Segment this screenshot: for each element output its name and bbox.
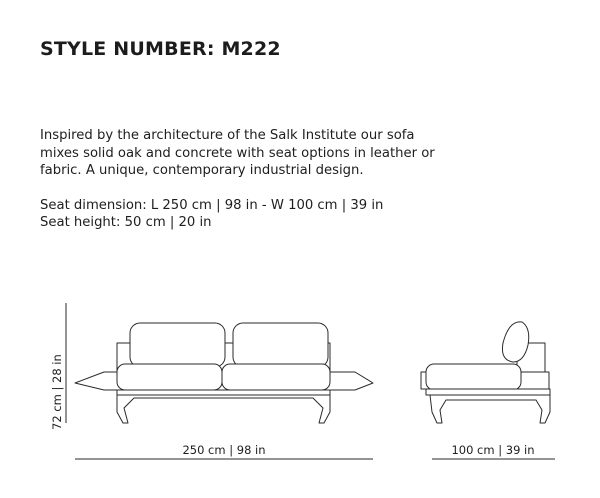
side-legs	[430, 395, 550, 423]
back-cushion-right	[233, 323, 328, 367]
seat-height-spec: Seat height: 50 cm | 20 in	[40, 215, 212, 231]
height-dimension-label: 72 cm | 28 in	[50, 354, 64, 430]
description-line-2: mixes solid oak and concrete with seat options in leather or	[40, 145, 435, 161]
style-number-title: STYLE NUMBER: M222	[40, 38, 281, 60]
sofa-base-frame	[117, 390, 330, 395]
description-line-3: fabric. A unique, contemporary industrial design.	[40, 163, 364, 179]
sofa-front-view	[75, 323, 373, 423]
depth-dimension-label: 100 cm | 39 in	[451, 443, 535, 457]
description-line-1: Inspired by the architecture of the Salk Institute our sofa	[40, 128, 415, 143]
length-dimension-label: 250 cm | 98 in	[182, 443, 266, 457]
seat-cushion-left	[117, 364, 222, 390]
side-seat-cushion	[426, 364, 521, 390]
back-cushion-left	[130, 323, 225, 367]
sofa-side-view	[421, 322, 550, 423]
seat-dimension-spec: Seat dimension: L 250 cm | 98 in - W 100 cm | 39 in	[40, 197, 384, 213]
sofa-legs-front	[117, 395, 330, 423]
side-base-frame	[426, 389, 550, 395]
seat-cushion-right	[222, 364, 330, 390]
